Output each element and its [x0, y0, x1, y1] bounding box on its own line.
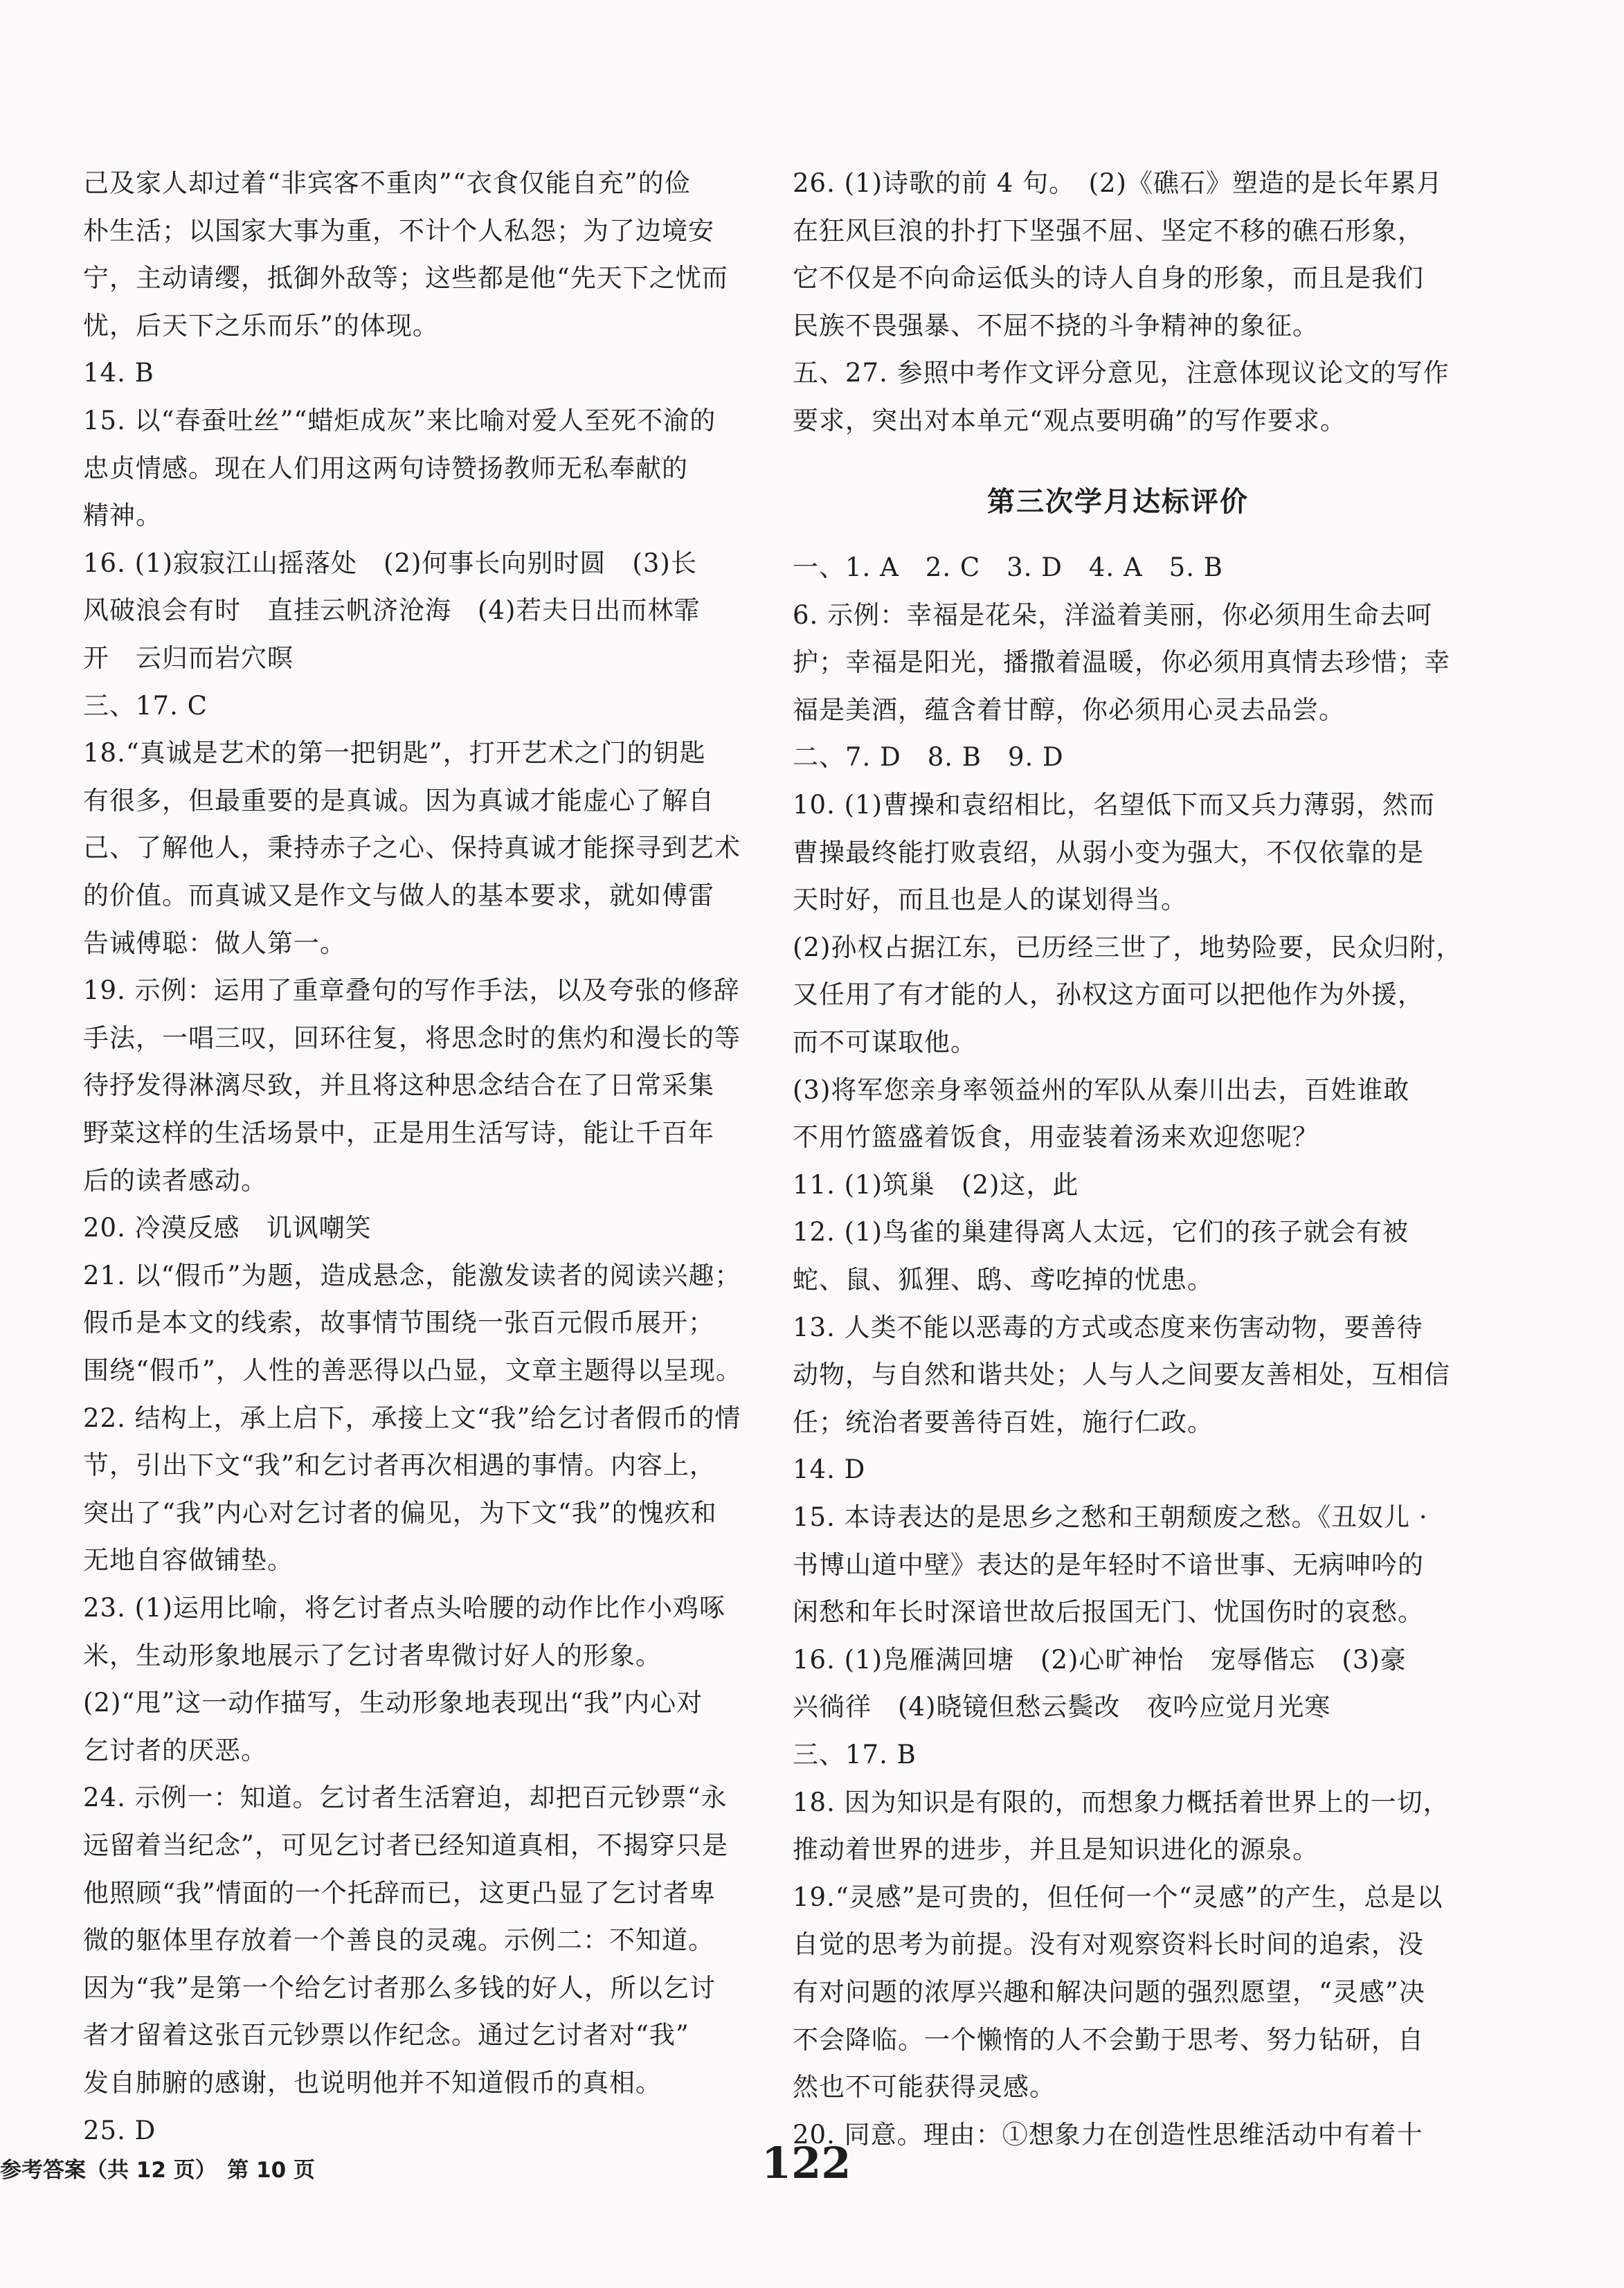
text-line: 三、17. B	[793, 1740, 917, 1769]
text-line: 24. 示例一：知道。乞讨者生活窘迫，却把百元钞票“永	[83, 1783, 728, 1813]
text-line: 福是美酒，蕴含着甘醇，你必须用心灵去品尝。	[793, 694, 1345, 725]
text-line: 节，引出下文“我”和乞讨者再次相遇的事情。内容上，	[83, 1450, 716, 1481]
text-line: 米，生动形象地展示了乞讨者卑微讨好人的形象。	[83, 1640, 662, 1670]
text-line: 25. D	[83, 2115, 156, 2145]
text-line: 远留着当纪念”，可见乞讨者已经知道真相，不揭穿只是	[83, 1830, 728, 1860]
text-line: 三、17. C	[83, 690, 208, 721]
text-line: 任；统治者要善待百姓，施行仁政。	[793, 1407, 1214, 1437]
text-line: 16. (1)凫雁满回塘 (2)心旷神怡 宠辱偕忘 (3)豪	[793, 1644, 1407, 1675]
text-line: 无地自容做铺垫。	[83, 1545, 294, 1576]
text-line: 五、27. 参照中考作文评分意见，注意体现议论文的写作	[793, 358, 1450, 388]
text-line: 20. 冷漠反感 讥讽嘲笑	[83, 1213, 372, 1243]
text-line: 民族不畏强暴、不屈不挠的斗争精神的象征。	[793, 310, 1319, 341]
text-line: 告诫傅聪：做人第一。	[83, 928, 346, 958]
text-line: 在狂风巨浪的扑打下坚强不屈、坚定不移的礁石形象，	[793, 215, 1424, 246]
text-line: 己、了解他人，秉持赤子之心、保持真诚才能探寻到艺术	[83, 833, 741, 863]
text-line: 12. (1)鸟雀的巢建得离人太远，它们的孩子就会有被	[793, 1217, 1409, 1247]
text-line: 闲愁和年长时深谙世故后报国无门、忧国伤时的哀愁。	[793, 1597, 1424, 1628]
text-line: 天时好，而且也是人的谋划得当。	[793, 885, 1187, 915]
text-line: 精神。	[83, 501, 162, 531]
text-line: 二、7. D 8. B 9. D	[793, 742, 1064, 773]
text-line: 有对问题的浓厚兴趣和解决问题的强烈愿望，“灵感”决	[793, 1977, 1425, 2007]
text-line: 21. 以“假币”为题，造成悬念，能激发读者的阅读兴趣；	[83, 1260, 741, 1290]
text-line: 有很多，但最重要的是真诚。因为真诚才能虚心了解自	[83, 785, 714, 816]
text-line: 10. (1)曹操和袁绍相比，名望低下而又兵力薄弱，然而	[793, 790, 1436, 820]
text-line: 动物，与自然和谐共处；人与人之间要友善相处，互相信	[793, 1360, 1450, 1390]
text-line: 风破浪会有时 直挂云帆济沧海 (4)若夫日出而林霏	[83, 595, 701, 626]
text-line: 假币是本文的线索，故事情节围绕一张百元假币展开；	[83, 1308, 714, 1338]
text-line: 18. 因为知识是有限的，而想象力概括着世界上的一切，	[793, 1787, 1450, 1817]
text-line: 野菜这样的生活场景中，正是用生活写诗，能让千百年	[83, 1118, 714, 1148]
text-line: 后的读者感动。	[83, 1165, 267, 1196]
text-line: 他照顾“我”情面的一个托辞而已，这更凸显了乞讨者卑	[83, 1877, 716, 1908]
text-line: 待抒发得淋漓尽致，并且将这种思念结合在了日常采集	[83, 1070, 714, 1101]
text-line: 开 云归而岩穴暝	[83, 643, 294, 673]
text-line: 忠贞情感。现在人们用这两句诗赞扬教师无私奉献的	[83, 453, 688, 483]
text-line: 蛇、鼠、狐狸、鸱、鸢吃掉的忧患。	[793, 1265, 1214, 1295]
text-line: 又任用了有才能的人，孙权这方面可以把他作为外援，	[793, 980, 1424, 1010]
text-line: 18.“真诚是艺术的第一把钥匙”，打开艺术之门的钥匙	[83, 738, 706, 768]
text-line: 20. 同意。理由：①想象力在创造性思维活动中有着十	[793, 2119, 1423, 2150]
text-line: 曹操最终能打败袁绍，从弱小变为强大，不仅依靠的是	[793, 837, 1424, 867]
text-line: 发自肺腑的感谢，也说明他并不知道假币的真相。	[83, 2068, 662, 2098]
footer-page-info: 参考答案（共 12 页） 第 10 页	[0, 2158, 315, 2183]
text-line: 11. (1)筑巢 (2)这，此	[793, 1169, 1079, 1200]
text-line: 23. (1)运用比喻，将乞讨者点头哈腰的动作比作小鸡啄	[83, 1593, 726, 1623]
text-line: 己及家人却过着“非宾客不重肉”“衣食仅能自充”的俭	[83, 168, 691, 198]
text-line: 微的躯体里存放着一个善良的灵魂。示例二：不知道。	[83, 1925, 714, 1956]
text-line: 它不仅是不向命运低头的诗人自身的形象，而且是我们	[793, 263, 1424, 294]
text-line: 书博山道中壁》表达的是年轻时不谙世事、无病呻吟的	[793, 1549, 1424, 1580]
text-line: 兴徜徉 (4)晓镜但愁云鬓改 夜吟应觉月光寒	[793, 1692, 1331, 1722]
text-line: (3)将军您亲身率领益州的军队从秦川出去，百姓谁敢	[793, 1074, 1410, 1105]
text-line: (2)孙权占据江东，已历经三世了，地势险要，民众归附，	[793, 932, 1463, 962]
text-line: 手法，一唱三叹，回环往复，将思念时的焦灼和漫长的等	[83, 1023, 741, 1053]
page-number: 122	[761, 2138, 851, 2188]
text-line: 者才留着这张百元钞票以作纪念。通过乞讨者对“我”	[83, 2020, 689, 2051]
text-line: 不会降临。一个懒惰的人不会勤于思考、努力钻研，自	[793, 2024, 1424, 2055]
text-line: 19.“灵感”是可贵的，但任何一个“灵感”的产生，总是以	[793, 1882, 1443, 1912]
text-line: 推动着世界的进步，并且是知识进化的源泉。	[793, 1835, 1319, 1865]
text-line: (2)“甩”这一动作描写，生动形象地表现出“我”内心对	[83, 1688, 703, 1718]
text-line: 而不可谋取他。	[793, 1027, 977, 1057]
text-line: 15. 本诗表达的是思乡之愁和王朝颓废之愁。《丑奴儿 ·	[793, 1502, 1428, 1532]
text-line: 然也不可能获得灵感。	[793, 2072, 1056, 2102]
text-line: 因为“我”是第一个给乞讨者那么多钱的好人，所以乞讨	[83, 1972, 716, 2003]
text-line: 16. (1)寂寂江山摇落处 (2)何事长向别时圆 (3)长	[83, 548, 697, 578]
text-line: 19. 示例：运用了重章叠句的写作手法，以及夸张的修辞	[83, 975, 740, 1006]
text-line: 13. 人类不能以恶毒的方式或态度来伤害动物，要善待	[793, 1312, 1423, 1342]
text-line: 要求，突出对本单元“观点要明确”的写作要求。	[793, 406, 1346, 435]
text-line: 6. 示例：幸福是花朵，洋溢着美丽，你必须用生命去呵	[793, 600, 1433, 630]
text-line: 一、1. A 2. C 3. D 4. A 5. B	[793, 552, 1223, 582]
text-line: 的价值。而真诚又是作文与做人的基本要求，就如傅雷	[83, 881, 714, 910]
text-line: 自觉的思考为前提。没有对观察资料长时间的追索，没	[793, 1929, 1424, 1960]
section-title: 第三次学月达标评价	[987, 486, 1249, 518]
text-line: 15. 以“春蚕吐丝”“蜡炬成灰”来比喻对爱人至死不渝的	[83, 406, 716, 435]
text-line: 忧，后天下之乐而乐”的体现。	[83, 310, 439, 341]
text-line: 围绕“假币”，人性的善恶得以凸显，文章主题得以呈现。	[83, 1355, 742, 1385]
text-line: 朴生活；以国家大事为重，不计个人私怨；为了边境安	[83, 215, 714, 246]
text-line: 22. 结构上，承上启下，承接上文“我”给乞讨者假币的情	[83, 1403, 741, 1433]
text-line: 14. D	[793, 1454, 866, 1485]
text-line: 26. (1)诗歌的前 4 句。 (2)《礁石》塑造的是长年累月	[793, 168, 1443, 198]
text-line: 突出了“我”内心对乞讨者的偏见，为下文“我”的愧疚和	[83, 1497, 717, 1528]
text-line: 乞讨者的厌恶。	[83, 1735, 267, 1765]
text-line: 不用竹篮盛着饭食，用壶装着汤来欢迎您呢？	[793, 1122, 1319, 1153]
text-line: 护；幸福是阳光，播撒着温暖，你必须用真情去珍惜；幸	[793, 647, 1450, 678]
text-line: 宁，主动请缨，抵御外敌等；这些都是他“先天下之忧而	[83, 263, 728, 294]
text-line: 14. B	[83, 358, 154, 388]
